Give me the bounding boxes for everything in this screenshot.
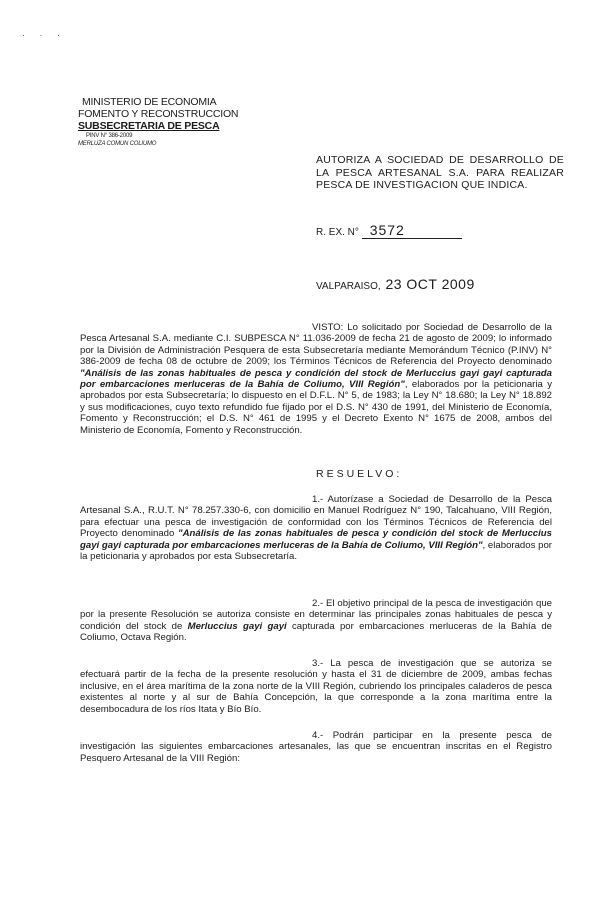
project-name: "Análisis de las zonas habituales de pesca y condición del stock de Merluccius gayi gayi capturada por embarcaciones merluceras de la Bahía de Coliumo, VIII Región" — [80, 367, 552, 391]
file-reference: PINV N° 386-2009 — [86, 133, 133, 139]
letterhead — [78, 96, 238, 148]
species-name: Merluccius gayi gayi — [187, 620, 287, 632]
ministry-name: MINISTERIO DE ECONOMIA — [82, 96, 217, 108]
resolution-number-line — [316, 222, 462, 239]
article-3: 3.- La pesca de investigación que se autoriza se efectuará partir de la fecha de la presente resolución y hasta el 31 de diciembre de 2009, ambas fechas inclusive, en el área marítima de la zona norte de la VIII Región, cubriendo los principales caladeros de pesca existentes al norte y al sur de Bahía Concepción, la que corresponde a la zona marítima entre la desembocadura de los ríos Itata y Bío Bío. — [80, 658, 552, 715]
project-name: "Análisis de las zonas habituales de pesca y condición del stock de Merluccius gayi gayi capturada por embarcaciones merluceras de la Bahía de Coliumo, VIII Región" — [80, 528, 552, 551]
file-subject: MERLUZA COMUN COLIUMO — [78, 141, 157, 147]
place: VALPARAISO, — [316, 281, 381, 292]
scan-specks: · · · — [22, 30, 66, 40]
resuelvo-heading: RESUELVO: — [316, 468, 403, 480]
ministry-subname: FOMENTO Y RECONSTRUCCION — [78, 108, 239, 120]
resolution-title: AUTORIZA A SOCIEDAD DE DESARROLLO DE LA PESCA ARTESANAL S.A. PARA REALIZAR PESCA DE INVESTIGACION QUE INDICA. — [316, 154, 564, 191]
place-date-line — [316, 276, 475, 292]
subsecretary-name: SUBSECRETARIA DE PESCA — [78, 120, 220, 132]
visto-paragraph: VISTO: Lo solicitado por Sociedad de Desarrollo de la Pesca Artesanal S.A. mediante C.I. SUBPESCA N° 11.036-2009 de fecha 21 de agosto de 2009; lo informado por la División de Administración Pesquera de esta Subsecretaría mediante Memorándum Técnico (P.INV) N° 386-2009 de fecha 08 de octubre de 2009; los Términos Técnicos de Referencia del Proyecto denominado "Análisis de las zonas habituales de pesca y condición del stock de Merluccius gayi gayi capturada por embarcaciones merluceras de la Bahía de Coliumo, VIII Región", elaborados por la peticionaria y aprobados por esta Subsecretaría; lo dispuesto en el D.F.L. N° 5, de 1983; la Ley N° 18.680; la Ley N° 18.892 y sus modificaciones, cuyo texto refundido fue fijado por el D.S. N° 430 de 1991, del Ministerio de Economía, Fomento y Reconstrucción; el D.S. N° 461 de 1995 y el Decreto Exento N° 1675 de 2008, ambos del Ministerio de Economía, Fomento y Reconstrucción. — [80, 322, 552, 436]
resolution-number: 3572 — [362, 222, 462, 239]
date-stamp: 23 OCT 2009 — [385, 276, 475, 292]
resolution-label: R. EX. N° — [316, 227, 359, 238]
article-4: 4.- Podrán participar en la presente pesca de investigación las siguientes embarcaciones artesanales, las que se encuentran inscritas en el Registro Pesquero Artesanal de la VIII Región: — [80, 730, 552, 764]
article-1: 1.- Autorízase a Sociedad de Desarrollo de la Pesca Artesanal S.A., R.U.T. N° 78.257.330-6, con domicilio en Manuel Rodríguez N° 190, Talcahuano, VIII Región, para efectuar una pesca de investigación de conformidad con los Términos Técnicos de Referencia del Proyecto denominado "Análisis de las zonas habituales de pesca y condición del stock de Merluccius gayi gayi capturada por embarcaciones merluceras de la Bahía de Coliumo, VIII Región", elaborados por la peticionaria y aprobados por esta Subsecretaría. — [80, 494, 552, 563]
article-2: 2.- El objetivo principal de la pesca de investigación que por la presente Resolución se autoriza consiste en determinar las principales zonas habituales de pesca y condición del stock de Merluccius gayi gayi capturada por embarcaciones merluceras de la Bahía de Coliumo, Octava Región. — [80, 598, 553, 644]
